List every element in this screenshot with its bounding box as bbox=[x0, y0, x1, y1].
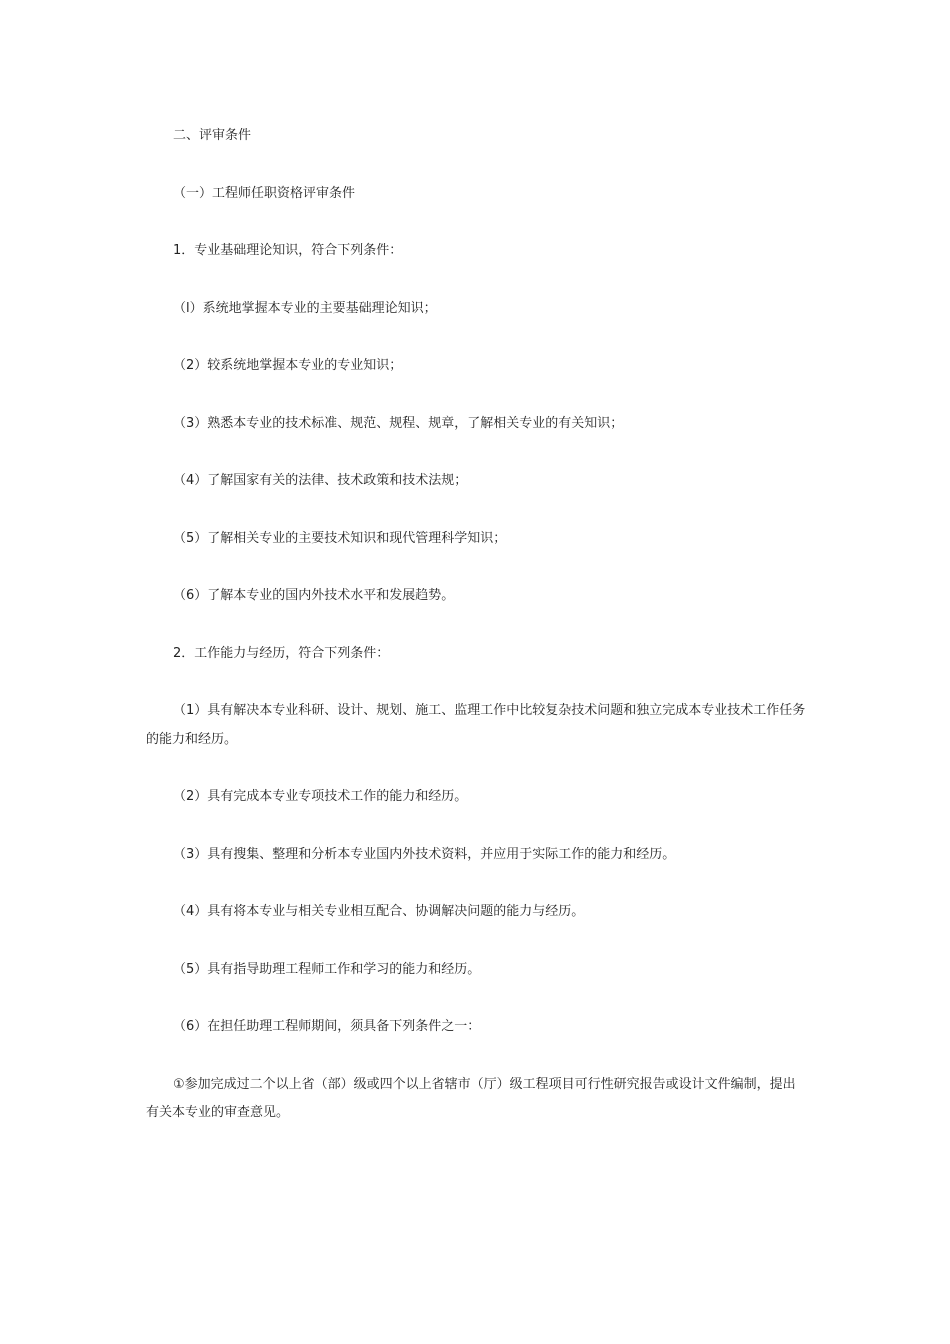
clause-item: （2）较系统地掌握本专业的专业知识； bbox=[173, 358, 403, 373]
clause-heading-1: 1．专业基础理论知识，符合下列条件： bbox=[173, 243, 403, 258]
clause-item: （l）系统地掌握本专业的主要基础理论知识； bbox=[173, 300, 437, 316]
section-heading: 二、评审条件 bbox=[173, 128, 252, 143]
clause-item: （5）了解相关专业的主要技术知识和现代管理科学知识； bbox=[173, 530, 507, 546]
document-body bbox=[146, 122, 806, 1157]
clause-item: （3）熟悉本专业的技术标准、规范、规程、规章，了解相关专业的有关知识； bbox=[173, 415, 624, 431]
clause-item: （4）了解国家有关的法律、技术政策和技术法规； bbox=[173, 473, 468, 488]
clause-heading-2: 2．工作能力与经历，符合下列条件： bbox=[173, 645, 390, 661]
sub-clause-item: ①参加完成过二个以上省（部）级或四个以上省辖市（厅）级工程项目可行性研究报告或设计文件编制，提出有关本专业的审查意见。 bbox=[146, 1076, 796, 1120]
clause-item: （6）了解本专业的国内外技术水平和发展趋势。 bbox=[173, 588, 455, 603]
clause-item: （2）具有完成本专业专项技术工作的能力和经历。 bbox=[173, 789, 468, 804]
clause-item: （5）具有指导助理工程师工作和学习的能力和经历。 bbox=[173, 961, 481, 977]
clause-item: （3）具有搜集、整理和分析本专业国内外技术资料，并应用于实际工作的能力和经历。 bbox=[173, 846, 676, 862]
clause-item: （1）具有解决本专业科研、设计、规划、施工、监理工作中比较复杂技术问题和独立完成本专业技术工作任务的能力和经历。 bbox=[146, 703, 806, 747]
clause-item: （4）具有将本专业与相关专业相互配合、协调解决问题的能力与经历。 bbox=[173, 904, 585, 919]
clause-item: （6）在担任助理工程师期间，须具备下列条件之一： bbox=[173, 1019, 481, 1034]
subsection-heading: （一）工程师任职资格评审条件 bbox=[173, 185, 356, 201]
